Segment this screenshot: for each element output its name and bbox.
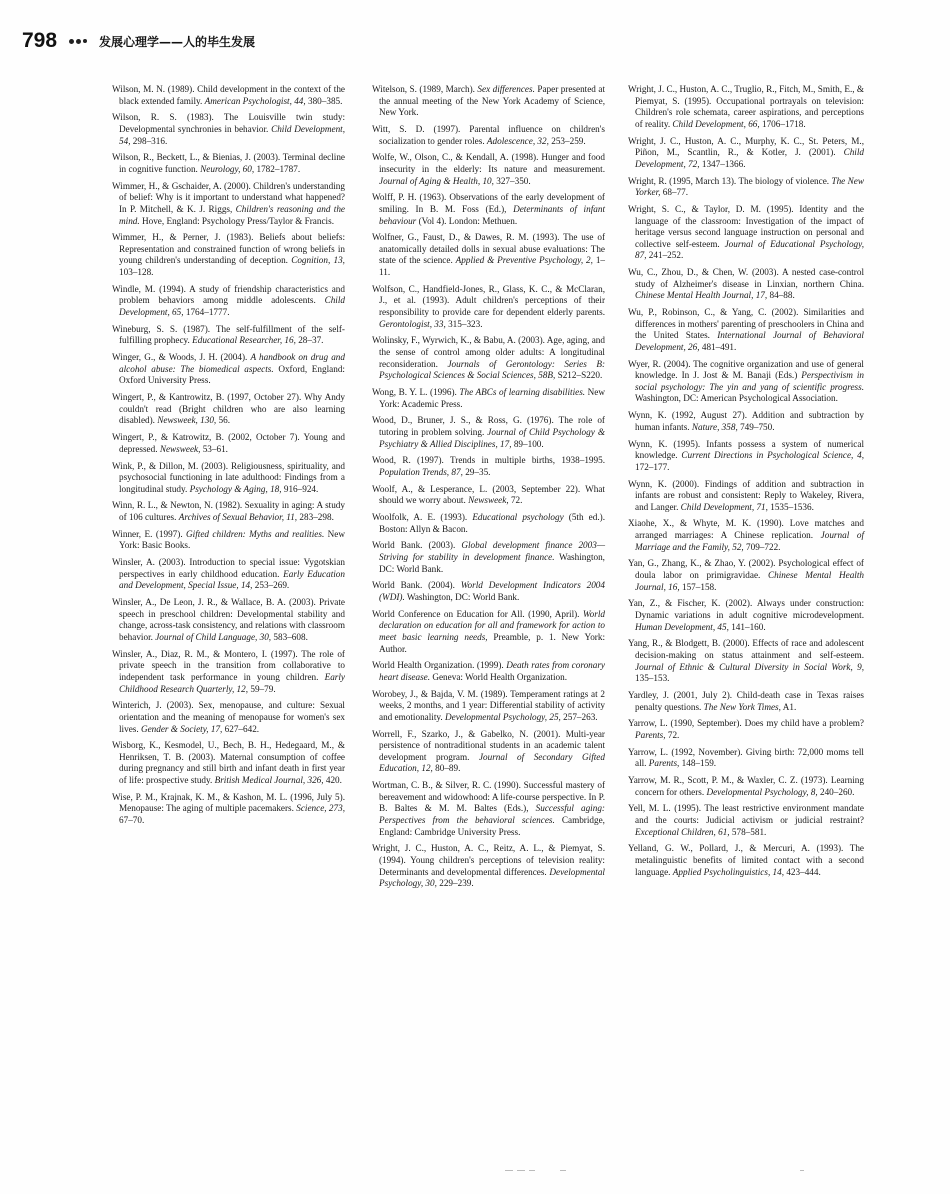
reference-entry: Wynn, K. (2000). Findings of addition and subtraction in infants are robust and consistent: Reply to Wakeley, Rivera, and Langer. Child Development, 71, 1535–1536.: [628, 478, 864, 512]
reference-entry: Winsler, A., Diaz, R. M., & Montero, I. (1997). The role of private speech in the transition from collaborative to independent task performance in young children. Early Childhood Research Quarterly, 12, 59–79.: [112, 648, 345, 694]
reference-entry: World Conference on Education for All. (1990, April). World declaration on education for all and framework for action to meet basic learning needs, Preamble, p. 1. New York: Author.: [372, 608, 606, 654]
reference-entry: Woolf, A., & Lesperance, L. (2003, September 22). What should we worry about. Newsweek, 72.: [372, 483, 605, 506]
dot-icon: [76, 39, 81, 44]
reference-entry: Yang, R., & Blodgett, B. (2000). Effects of race and adolescent decision-making on status attainment and self-esteem. Journal of Ethnic & Cultural Diversity in Social Work, 9, 135–153.: [628, 638, 864, 684]
reference-column-3: [628, 84, 864, 883]
reference-entry: Yarrow, M. R., Scott, P. M., & Waxler, C. Z. (1973). Learning concern for others. Developmental Psychology, 8, 240–260.: [628, 775, 864, 797]
header-dots: [69, 39, 87, 44]
reference-entry: Winner, E. (1997). Gifted children: Myths and realities. New York: Basic Books.: [112, 528, 346, 551]
reference-entry: Wilson, M. N. (1989). Child development in the context of the black extended family. American Psychologist, 44, 380–385.: [112, 84, 345, 106]
reference-entry: Xiaohe, X., & Whyte, M. K. (1990). Love matches and arranged marriages: A Chinese replication. Journal of Marriage and the Family, 52, 709–722.: [628, 518, 864, 552]
reference-entry: Wise, P. M., Krajnak, K. M., & Kashon, M. L. (1996, July 5). Menopause: The aging of multiple pacemakers. Science, 273, 67–70.: [112, 791, 345, 826]
reference-entry: Winsler, A. (2003). Introduction to special issue: Vygotskian perspectives in early childhood education. Early Education and Development, Special Issue, 14, 253–269.: [112, 557, 345, 591]
dot-icon: [69, 39, 74, 44]
reference-entry: Wolff, P. H. (1963). Observations of the early development of smiling. In B. M. Foss (Ed.), Determinants of infant behaviour (Vol 4). London: Methuen.: [372, 192, 605, 226]
reference-entry: Wimmer, H., & Perner, J. (1983). Beliefs about beliefs: Representation and constrained function of wrong beliefs in young children's understanding of deception. Cognition, 13, 103–128.: [112, 232, 345, 278]
reference-entry: Wood, D., Bruner, J. S., & Ross, G. (1976). The role of tutoring in problem solving. Journal of Child Psychology & Psychiatry & Allied Disciplines, 17, 89–100.: [372, 415, 605, 449]
reference-entry: Wolfner, G., Faust, D., & Dawes, R. M. (1993). The use of anatomically detailed dolls in sexual abuse evaluations: The state of the science. Applied & Preventive Psychology, 2, 1–11.: [372, 232, 606, 278]
reference-column-1: [112, 84, 345, 832]
footer-dash: [517, 1170, 525, 1171]
running-title: 发展心理学——人的毕生发展: [99, 34, 256, 49]
reference-entry: Wynn, K. (1995). Infants possess a system of numerical knowledge. Current Directions in Psychological Science, 4, 172–177.: [628, 438, 864, 472]
reference-entry: Wong, B. Y. L. (1996). The ABCs of learning disabilities. New York: Academic Press.: [372, 386, 605, 409]
reference-entry: Wilson, R. S. (1983). The Louisville twin study: Developmental synchronies in behavior. Child Development, 54, 298–316.: [112, 112, 346, 146]
reference-entry: Wright, J. C., Huston, A. C., Murphy, K. C., St. Peters, M., Piñon, M., Scantlin, R., & Kotler, J. (2001). Child Development, 72, 1347–1366.: [628, 135, 864, 169]
reference-entry: Yan, Z., & Fischer, K. (2002). Always under construction: Dynamic variations in adult cognitive microdevelopment. Human Development, 45, 141–160.: [628, 598, 864, 632]
reference-entry: Wingert, P., & Katrowitz, B. (2002, October 7). Young and depressed. Newsweek, 53–61.: [112, 432, 345, 454]
reference-entry: Wright, J. C., Huston, A. C., Reitz, A. L., & Piemyat, S. (1994). Young children's perceptions of television reality: Determinants and developmental differences. Developmental Psychology, 30, 229–239.: [372, 843, 605, 889]
page-number: 798: [22, 29, 58, 52]
reference-entry: Wu, C., Zhou, D., & Chen, W. (2003). A nested case-control study of Alzheimer's disease in Linxian, northern China. Chinese Mental Health Journal, 17, 84–88.: [628, 267, 864, 301]
reference-entry: Yell, M. L. (1995). The least restrictive environment mandate and the courts: Judicial activism or judicial restraint? Exceptional Children, 61, 578–581.: [628, 803, 864, 837]
reference-entry: Wineburg, S. S. (1987). The self-fulfillment of the self-fulfilling prophecy. Educational Researcher, 16, 28–37.: [112, 323, 345, 346]
reference-entry: Yardley, J. (2001, July 2). Child-death case in Texas raises penalty questions. The New York Times, A1.: [628, 689, 864, 712]
reference-entry: Winn, R. L., & Newton, N. (1982). Sexuality in aging: A study of 106 cultures. Archives of Sexual Behavior, 11, 283–298.: [112, 500, 345, 523]
reference-entry: Wingert, P., & Kantrowitz, B. (1997, October 27). Why Andy couldn't read (Bright children who are also learning disabled). Newsweek, 130, 56.: [112, 392, 345, 426]
reference-entry: Wisborg, K., Kesmodel, U., Bech, B. H., Hedegaard, M., & Henriksen, T. B. (2003). Maternal consumption of coffee during pregnancy and still birth and infant death in first year of life: prospective study. British Medical Journal, 326, 420.: [112, 740, 345, 786]
reference-entry: Wright, J. C., Huston, A. C., Truglio, R., Fitch, M., Smith, E., & Piemyat, S. (1995). Occupational portrayals on television: Children's role schemata, career aspirations, and perceptions of reality. Child Development, 66, 1706–1718.: [628, 84, 864, 129]
reference-entry: Windle, M. (1994). A study of friendship characteristics and problem behaviors among middle adolescents. Child Development, 65, 1764–1777.: [112, 283, 345, 318]
reference-entry: Yan, G., Zhang, K., & Zhao, Y. (2002). Psychological effect of doula labor on primigravidae. Chinese Mental Health Journal, 16, 157–158.: [628, 558, 864, 592]
reference-entry: Wright, R. (1995, March 13). The biology of violence. The New Yorker, 68–77.: [628, 175, 864, 198]
reference-entry: World Bank. (2003). Global development finance 2003—Striving for stability in development finance. Washington, DC: World Bank.: [372, 540, 605, 574]
reference-entry: Wood, R. (1997). Trends in multiple births, 1938–1995. Population Trends, 87, 29–35.: [372, 455, 605, 477]
reference-entry: Winsler, A., De Leon, J. R., & Wallace, B. A. (2003). Private speech in preschool children: Developmental stability and change, across-task consistency, and relations with classroom behavior. Journal of Child Language, 30, 583–608.: [112, 597, 345, 642]
reference-entry: Wu, P., Robinson, C., & Yang, C. (2002). Similarities and differences in mothers' parenting of preschoolers in China and the United States. International Journal of Behavioral Development, 26, 481–491.: [628, 307, 864, 352]
reference-entry: Yarrow, L. (1990, September). Does my child have a problem? Parents, 72.: [628, 718, 864, 740]
footer-dash: [560, 1170, 566, 1171]
reference-entry: Wink, P., & Dillon, M. (2003). Religiousness, spirituality, and psychosocial functioning in late adulthood: Findings from a longitudinal study. Psychology & Aging, 18, 916–924.: [112, 460, 345, 494]
reference-entry: Winterich, J. (2003). Sex, menopause, and culture: Sexual orientation and the meaning of menopause for women's sex lives. Gender & Society, 17, 627–642.: [112, 700, 345, 734]
reference-entry: Woolfolk, A. E. (1993). Educational psychology (5th ed.). Boston: Allyn & Bacon.: [372, 512, 605, 534]
reference-entry: World Health Organization. (1999). Death rates from coronary heart disease. Geneva: World Health Organization.: [372, 660, 606, 682]
reference-entry: Worrell, F., Szarko, J., & Gabelko, N. (2001). Multi-year persistence of nontraditional students in an academic talent development program. Journal of Secondary Gifted Education, 12, 80–89.: [372, 728, 605, 774]
reference-entry: Wilson, R., Beckett, L., & Bienias, J. (2003). Terminal decline in cognitive function. Neurology, 60, 1782–1787.: [112, 152, 345, 174]
reference-entry: Worobey, J., & Bajda, V. M. (1989). Temperament ratings at 2 weeks, 2 months, and 1 year: Differential stability of activity and emotionality. Developmental Psychology, 25, 257–263.: [372, 688, 605, 722]
page-header: [22, 28, 255, 54]
reference-entry: Wyer, R. (2004). The cognitive organization and use of general knowledge. In J. Jost & M. Banaji (Eds.) Perspectivism in social psychology: The yin and yang of scientific progress. Washington, DC: American Psychological Association.: [628, 358, 864, 404]
footer-dash: [529, 1170, 535, 1171]
reference-entry: Wright, S. C., & Taylor, D. M. (1995). Identity and the language of the classroom: Investigation of the impact of heritage versus second language instruction on personal and collective self-esteem. Journal of Educational Psychology, 87, 241–252.: [628, 203, 864, 261]
reference-entry: World Bank. (2004). World Development Indicators 2004 (WDI). Washington, DC: World Bank.: [372, 580, 605, 602]
reference-entry: Yelland, G. W., Pollard, J., & Mercuri, A. (1993). The metalinguistic benefits of limited contact with a second language. Applied Psycholinguistics, 14, 423–444.: [628, 843, 864, 877]
reference-entry: Witt, S. D. (1997). Parental influence on children's socialization to gender roles. Adolescence, 32, 253–259.: [372, 123, 605, 146]
reference-entry: Wynn, K. (1992, August 27). Addition and subtraction by human infants. Nature, 358, 749–750.: [628, 410, 864, 432]
reference-entry: Winger, G., & Woods, J. H. (2004). A handbook on drug and alcohol abuse: The biomedical aspects. Oxford, England: Oxford University Press.: [112, 352, 345, 386]
footer-dash: [800, 1170, 804, 1171]
reference-column-2: [372, 84, 605, 895]
footer-dashes: [0, 1170, 950, 1180]
dot-icon: [83, 39, 87, 43]
reference-entry: Wolfe, W., Olson, C., & Kendall, A. (1998). Hunger and food insecurity in the elderly: Its nature and measurement. Journal of Aging & Health, 10, 327–350.: [372, 152, 605, 186]
reference-entry: Yarrow, L. (1992, November). Giving birth: 72,000 moms tell all. Parents, 148–159.: [628, 746, 864, 769]
reference-entry: Wolinsky, F., Wyrwich, K., & Babu, A. (2003). Age, aging, and the sense of control among older adults: A longitudinal reconsideration. Journals of Gerontology: Series B: Psychological Sciences & Social Sciences, 58B, S212–S220.: [372, 335, 605, 381]
footer-dash: [505, 1170, 513, 1171]
reference-entry: Wimmer, H., & Gschaider, A. (2000). Children's understanding of belief: Why is it important to understand what happened? In P. Mitchell, & K. J. Riggs, Children's reasoning and the mind. Hove, England: Psychology Press/Taylor & Francis.: [112, 180, 345, 226]
reference-entry: Wortman, C. B., & Silver, R. C. (1990). Successful mastery of bereavement and widowhood: A life-course perspective. In P. B. Baltes & M. M. Baltes (Eds.), Successful aging: Perspectives from the behavioral sciences. Cambridge, England: Cambridge University Press.: [372, 780, 605, 837]
reference-entry: Wolfson, C., Handfield-Jones, R., Glass, K. C., & McClaran, J., et al. (1993). Adult children's perceptions of their responsibility to provide care for dependent elderly parents. Gerontologist, 33, 315–323.: [372, 283, 605, 329]
reference-entry: Witelson, S. (1989, March). Sex differences. Paper presented at the annual meeting of the New York Academy of Science, New York.: [372, 84, 605, 118]
